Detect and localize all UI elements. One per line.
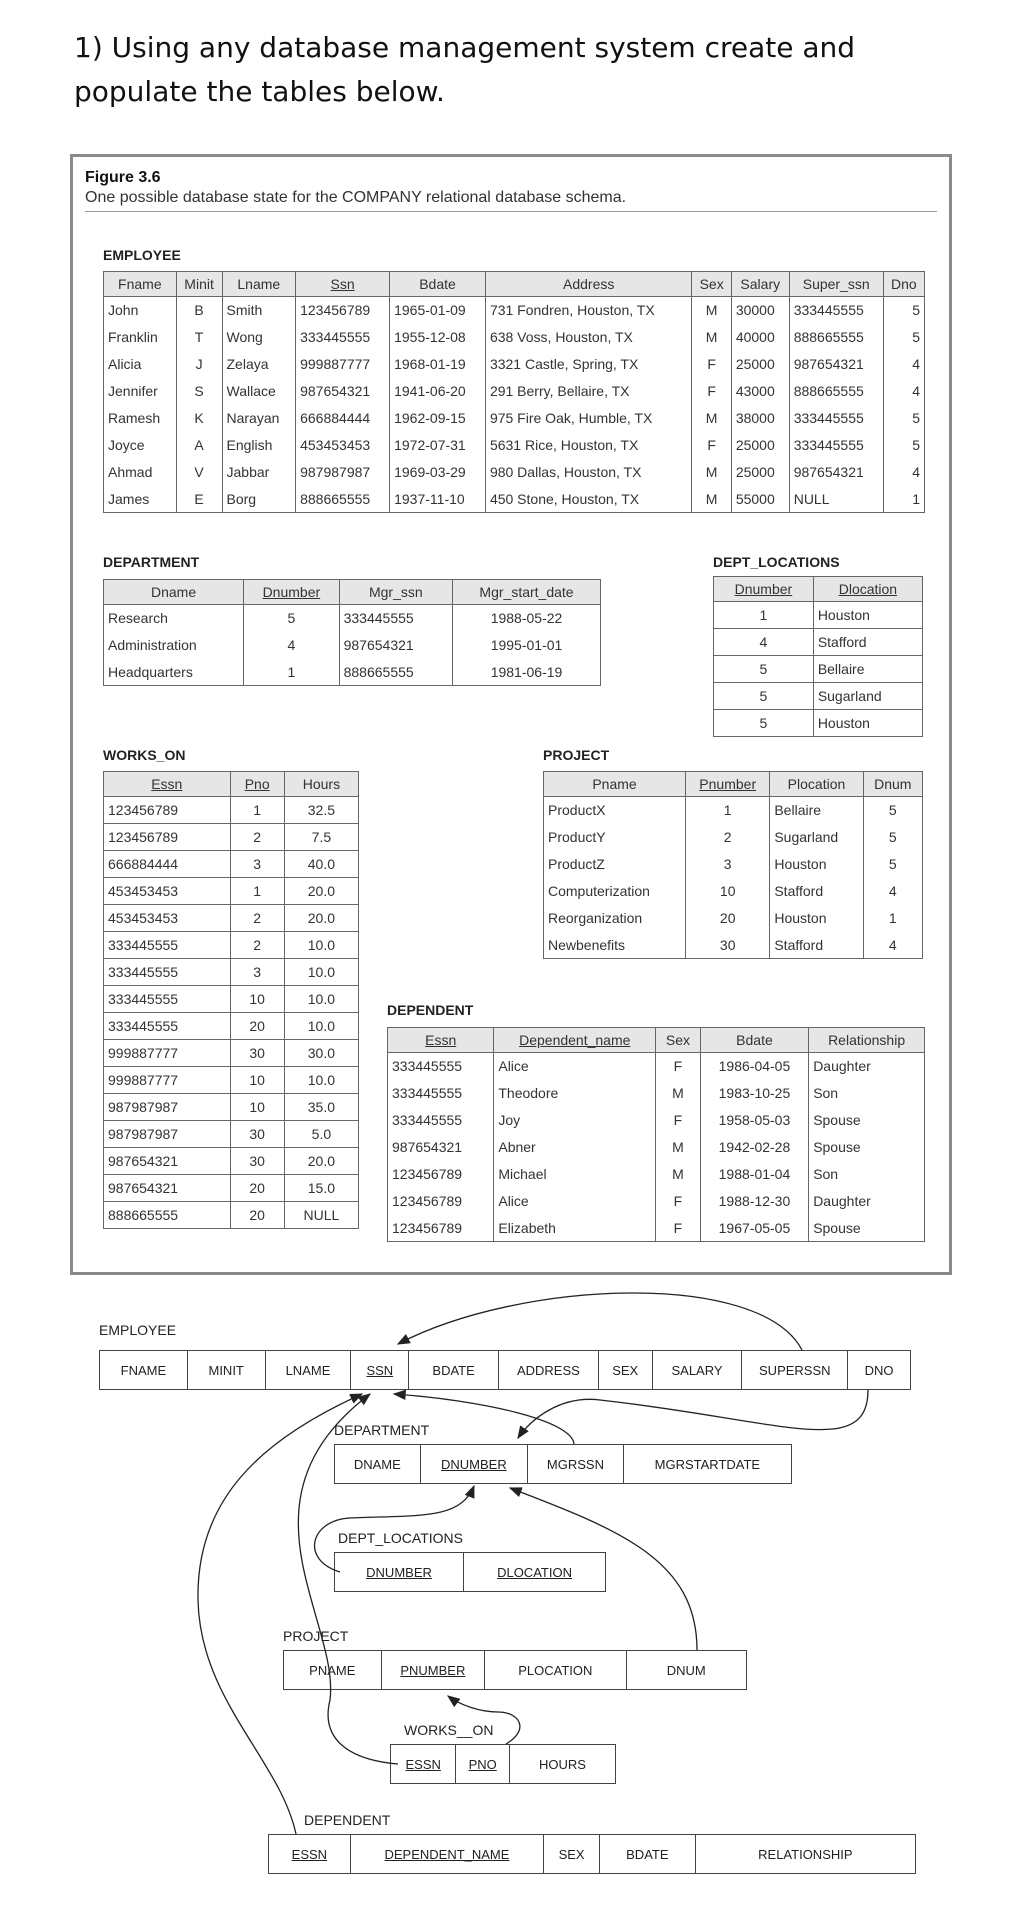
table-cell: 1941-06-20 — [390, 378, 486, 405]
table-cell: 38000 — [731, 405, 789, 432]
col-header: Pnumber — [686, 772, 770, 797]
table-cell: NULL — [284, 1202, 358, 1229]
schema-field: DNAME — [335, 1445, 421, 1483]
fk-dlocnumber-to-dnumber — [315, 1486, 474, 1572]
schema-employee-label: EMPLOYEE — [99, 1322, 177, 1338]
table-cell: 731 Fondren, Houston, TX — [485, 297, 692, 324]
table-cell: 20 — [230, 1013, 284, 1040]
table-cell: 40.0 — [284, 851, 358, 878]
table-cell: 30 — [230, 1040, 284, 1067]
table-cell: 5 — [714, 683, 814, 710]
table-cell: 333445555 — [388, 1107, 494, 1134]
table-cell: 5631 Rice, Houston, TX — [485, 432, 692, 459]
table-cell: 25000 — [731, 432, 789, 459]
table-cell: 10 — [686, 878, 770, 905]
table-cell: 123456789 — [388, 1188, 494, 1215]
table-cell: 638 Voss, Houston, TX — [485, 324, 692, 351]
table-cell: Houston — [770, 851, 863, 878]
table-cell: 5 — [883, 405, 924, 432]
table-cell: 123456789 — [104, 824, 231, 851]
col-header: Sex — [656, 1028, 701, 1053]
schema-project-label: PROJECT — [283, 1628, 349, 1644]
table-cell: 43000 — [731, 378, 789, 405]
table-cell: ProductY — [544, 824, 686, 851]
table-cell: F — [692, 378, 731, 405]
table-cell: Narayan — [222, 405, 296, 432]
table-cell: 987654321 — [339, 632, 452, 659]
table-cell: 30 — [230, 1148, 284, 1175]
fk-pno-to-pnumber — [448, 1696, 520, 1744]
table-cell: 20.0 — [284, 905, 358, 932]
schema-field: ESSN — [391, 1745, 456, 1783]
table-cell: 5.0 — [284, 1121, 358, 1148]
schema-field: SUPERSSN — [742, 1351, 848, 1389]
table-cell: B — [176, 297, 222, 324]
table-cell: Son — [809, 1161, 925, 1188]
table-cell: 333445555 — [296, 324, 390, 351]
table-cell: F — [692, 432, 731, 459]
table-cell: V — [176, 459, 222, 486]
table-cell: 1981-06-19 — [453, 659, 601, 686]
table-cell: Elizabeth — [494, 1215, 656, 1242]
table-cell: 4 — [244, 632, 340, 659]
table-cell: 333445555 — [789, 297, 883, 324]
table-cell: 1972-07-31 — [390, 432, 486, 459]
table-cell: 333445555 — [104, 932, 231, 959]
schema-field: BDATE — [600, 1835, 696, 1873]
table-cell: 4 — [714, 629, 814, 656]
table-cell: Houston — [770, 905, 863, 932]
table-cell: E — [176, 486, 222, 513]
table-cell: 1967-05-05 — [700, 1215, 808, 1242]
table-cell: Sugarland — [813, 683, 922, 710]
table-cell: 1983-10-25 — [700, 1080, 808, 1107]
table-cell: 987987987 — [296, 459, 390, 486]
table-cell: 888665555 — [104, 1202, 231, 1229]
schema-field: PNAME — [284, 1651, 382, 1689]
table-cell: 888665555 — [789, 378, 883, 405]
table-cell: Alice — [494, 1053, 656, 1080]
table-cell: 15.0 — [284, 1175, 358, 1202]
table-cell: 10 — [230, 1094, 284, 1121]
schema-field: FNAME — [100, 1351, 188, 1389]
table-cell: 450 Stone, Houston, TX — [485, 486, 692, 513]
table-cell: Computerization — [544, 878, 686, 905]
table-cell: Joy — [494, 1107, 656, 1134]
table-cell: Jabbar — [222, 459, 296, 486]
table-cell: 980 Dallas, Houston, TX — [485, 459, 692, 486]
table-cell: 1958-05-03 — [700, 1107, 808, 1134]
table-cell: Son — [809, 1080, 925, 1107]
table-cell: 5 — [863, 824, 922, 851]
table-cell: 999887777 — [296, 351, 390, 378]
table-cell: Joyce — [104, 432, 177, 459]
schema-field: PNO — [456, 1745, 510, 1783]
table-cell: K — [176, 405, 222, 432]
col-header: Super_ssn — [789, 272, 883, 297]
col-header: Bdate — [700, 1028, 808, 1053]
table-cell: 3 — [230, 959, 284, 986]
table-cell: M — [656, 1161, 701, 1188]
table-cell: Ahmad — [104, 459, 177, 486]
schema-field: RELATIONSHIP — [758, 1846, 853, 1862]
fk-dno-to-dnumber — [518, 1390, 868, 1438]
table-cell: J — [176, 351, 222, 378]
table-cell: 1 — [686, 797, 770, 824]
table-cell: 7.5 — [284, 824, 358, 851]
table-cell: 20.0 — [284, 1148, 358, 1175]
col-header: Essn — [388, 1028, 494, 1053]
table-cell: 123456789 — [388, 1161, 494, 1188]
table-cell: M — [692, 486, 731, 513]
table-cell: M — [656, 1134, 701, 1161]
table-cell: 1 — [230, 878, 284, 905]
schema-field: SALARY — [653, 1351, 743, 1389]
table-cell: 4 — [883, 378, 924, 405]
table-cell: 1 — [244, 659, 340, 686]
schema-dependent-label: DEPENDENT — [304, 1812, 391, 1828]
table-cell: 30 — [230, 1121, 284, 1148]
table-cell: 453453453 — [104, 905, 231, 932]
col-header: Dnum — [863, 772, 922, 797]
col-header: Mgr_start_date — [453, 580, 601, 605]
table-cell: 30.0 — [284, 1040, 358, 1067]
table-cell: Spouse — [809, 1215, 925, 1242]
table-cell: Abner — [494, 1134, 656, 1161]
schema-field: DEPENDENT_NAME — [351, 1835, 544, 1873]
table-cell: Houston — [813, 602, 922, 629]
table-cell: 2 — [230, 932, 284, 959]
table-cell: T — [176, 324, 222, 351]
col-header: Essn — [104, 772, 231, 797]
table-cell: Wallace — [222, 378, 296, 405]
schema-field: BDATE — [409, 1351, 499, 1389]
table-cell: 999887777 — [104, 1067, 231, 1094]
table-cell: Sugarland — [770, 824, 863, 851]
schema-field: DNUM — [666, 1662, 706, 1678]
table-cell: 1937-11-10 — [390, 486, 486, 513]
table-cell: Headquarters — [104, 659, 244, 686]
fk-dnum-to-dnumber — [510, 1488, 697, 1650]
col-header: Pno — [230, 772, 284, 797]
table-cell: Spouse — [809, 1134, 925, 1161]
schema-field: DNUMBER — [421, 1445, 529, 1483]
table-cell: 333445555 — [339, 605, 452, 632]
schema-field: MGRSSN — [528, 1445, 624, 1483]
table-cell: 10.0 — [284, 986, 358, 1013]
table-cell: ProductX — [544, 797, 686, 824]
table-cell: F — [656, 1053, 701, 1080]
table-cell: 1965-01-09 — [390, 297, 486, 324]
table-cell: M — [692, 459, 731, 486]
table-cell: 5 — [244, 605, 340, 632]
figure-caption: One possible database state for the COMPANY relational database schema. — [85, 189, 627, 206]
figure-title: Figure 3.6 — [85, 169, 161, 186]
table-cell: 888665555 — [339, 659, 452, 686]
dependent-table-label: DEPENDENT — [387, 1002, 474, 1018]
col-header: Dname — [104, 580, 244, 605]
table-cell: 453453453 — [104, 878, 231, 905]
table-cell: Newbenefits — [544, 932, 686, 959]
table-cell: 4 — [863, 878, 922, 905]
table-cell: 1 — [714, 602, 814, 629]
table-cell: Daughter — [809, 1188, 925, 1215]
table-cell: Bellaire — [813, 656, 922, 683]
table-cell: 453453453 — [296, 432, 390, 459]
table-cell: Borg — [222, 486, 296, 513]
table-cell: 975 Fire Oak, Humble, TX — [485, 405, 692, 432]
table-cell: Zelaya — [222, 351, 296, 378]
table-cell: S — [176, 378, 222, 405]
table-cell: John — [104, 297, 177, 324]
table-cell: 123456789 — [388, 1215, 494, 1242]
table-cell: 987987987 — [104, 1094, 231, 1121]
question-text: 1) Using any database management system create and populate the tables below. — [74, 31, 856, 108]
table-cell: 1968-01-19 — [390, 351, 486, 378]
table-cell: 1 — [883, 486, 924, 513]
table-cell: 333445555 — [789, 405, 883, 432]
col-header: Address — [485, 272, 692, 297]
table-cell: James — [104, 486, 177, 513]
col-header: Sex — [692, 272, 731, 297]
table-cell: 123456789 — [296, 297, 390, 324]
schema-field: MGRSTARTDATE — [654, 1456, 761, 1472]
col-header: Dlocation — [813, 577, 922, 602]
schema-field: PNUMBER — [382, 1651, 486, 1689]
col-header: Salary — [731, 272, 789, 297]
table-cell: English — [222, 432, 296, 459]
table-cell: 10.0 — [284, 959, 358, 986]
table-cell: 5 — [863, 797, 922, 824]
table-cell: 2 — [230, 824, 284, 851]
col-header: Pname — [544, 772, 686, 797]
col-header: Relationship — [809, 1028, 925, 1053]
col-header: Mgr_ssn — [339, 580, 452, 605]
table-cell: 333445555 — [388, 1080, 494, 1107]
table-cell: Bellaire — [770, 797, 863, 824]
table-cell: F — [656, 1215, 701, 1242]
table-cell: Alicia — [104, 351, 177, 378]
table-cell: 4 — [883, 459, 924, 486]
table-cell: 333445555 — [104, 959, 231, 986]
table-cell: Spouse — [809, 1107, 925, 1134]
schema-field: ESSN — [269, 1835, 351, 1873]
table-cell: 3 — [686, 851, 770, 878]
table-cell: 1942-02-28 — [700, 1134, 808, 1161]
col-header: Ssn — [296, 272, 390, 297]
col-header: Dnumber — [244, 580, 340, 605]
employee-table-label: EMPLOYEE — [103, 247, 181, 263]
table-cell: ProductZ — [544, 851, 686, 878]
table-cell: 987654321 — [104, 1175, 231, 1202]
table-cell: 1962-09-15 — [390, 405, 486, 432]
table-cell: 20 — [230, 1175, 284, 1202]
col-header: Minit — [176, 272, 222, 297]
col-header: Hours — [284, 772, 358, 797]
table-cell: 20.0 — [284, 878, 358, 905]
table-cell: 5 — [863, 851, 922, 878]
col-header: Dno — [883, 272, 924, 297]
table-cell: 4 — [863, 932, 922, 959]
table-cell: Michael — [494, 1161, 656, 1188]
table-cell: Stafford — [813, 629, 922, 656]
table-cell: 25000 — [731, 351, 789, 378]
fk-superssn-to-ssn — [398, 1293, 802, 1350]
table-cell: 20 — [230, 1202, 284, 1229]
table-cell: Stafford — [770, 878, 863, 905]
table-cell: Jennifer — [104, 378, 177, 405]
table-cell: 987654321 — [789, 351, 883, 378]
schema-field: MINIT — [188, 1351, 266, 1389]
table-cell: F — [656, 1188, 701, 1215]
table-cell: 40000 — [731, 324, 789, 351]
table-cell: 1995-01-01 — [453, 632, 601, 659]
table-cell: 30000 — [731, 297, 789, 324]
table-cell: 123456789 — [104, 797, 231, 824]
dept-locations-table-label: DEPT_LOCATIONS — [713, 554, 840, 570]
table-cell: M — [656, 1080, 701, 1107]
table-cell: A — [176, 432, 222, 459]
col-header: Dependent_name — [494, 1028, 656, 1053]
table-cell: 32.5 — [284, 797, 358, 824]
table-cell: F — [692, 351, 731, 378]
table-cell: 2 — [686, 824, 770, 851]
table-cell: Stafford — [770, 932, 863, 959]
schema-field: LNAME — [266, 1351, 352, 1389]
schema-field: SEX — [544, 1835, 600, 1873]
table-cell: 1988-12-30 — [700, 1188, 808, 1215]
project-table-label: PROJECT — [543, 747, 610, 763]
schema-field: HOURS — [539, 1756, 586, 1772]
table-cell: 987987987 — [104, 1121, 231, 1148]
table-cell: Smith — [222, 297, 296, 324]
table-cell: Research — [104, 605, 244, 632]
table-cell: 20 — [686, 905, 770, 932]
table-cell: 5 — [883, 432, 924, 459]
table-cell: 55000 — [731, 486, 789, 513]
table-cell: 987654321 — [104, 1148, 231, 1175]
table-cell: 333445555 — [104, 1013, 231, 1040]
table-cell: 3321 Castle, Spring, TX — [485, 351, 692, 378]
table-cell: 5 — [883, 324, 924, 351]
schema-dept-locations-label: DEPT_LOCATIONS — [338, 1530, 463, 1546]
table-cell: 5 — [714, 710, 814, 737]
table-cell: 35.0 — [284, 1094, 358, 1121]
works-on-table-label: WORKS_ON — [103, 747, 186, 763]
table-cell: 888665555 — [789, 324, 883, 351]
table-cell: 30 — [686, 932, 770, 959]
table-cell: 333445555 — [388, 1053, 494, 1080]
table-cell: M — [692, 324, 731, 351]
table-cell: Ramesh — [104, 405, 177, 432]
table-cell: 10 — [230, 1067, 284, 1094]
table-cell: 4 — [883, 351, 924, 378]
table-cell: NULL — [789, 486, 883, 513]
schema-field: DNUMBER — [335, 1553, 464, 1591]
table-cell: 666884444 — [296, 405, 390, 432]
table-cell: 10.0 — [284, 1013, 358, 1040]
table-cell: 5 — [883, 297, 924, 324]
table-cell: 291 Berry, Bellaire, TX — [485, 378, 692, 405]
schema-field: SEX — [599, 1351, 653, 1389]
table-cell: 987654321 — [388, 1134, 494, 1161]
fk-essn-dep-to-ssn — [198, 1394, 362, 1834]
table-cell: Theodore — [494, 1080, 656, 1107]
schema-field: DLOCATION — [497, 1564, 572, 1580]
table-cell: M — [692, 405, 731, 432]
table-cell: 10 — [230, 986, 284, 1013]
table-cell: Wong — [222, 324, 296, 351]
table-cell: 10.0 — [284, 1067, 358, 1094]
fk-essn-works-to-ssn — [298, 1394, 398, 1764]
table-cell: Houston — [813, 710, 922, 737]
table-cell: 2 — [230, 905, 284, 932]
table-cell: 1988-05-22 — [453, 605, 601, 632]
table-cell: Daughter — [809, 1053, 925, 1080]
table-cell: Reorganization — [544, 905, 686, 932]
col-header: Fname — [104, 272, 177, 297]
schema-field: PLOCATION — [485, 1651, 626, 1689]
table-cell: 10.0 — [284, 932, 358, 959]
fk-mgrssn-to-ssn — [394, 1394, 574, 1444]
table-cell: 333445555 — [789, 432, 883, 459]
schema-field: ADDRESS — [499, 1351, 599, 1389]
table-cell: Alice — [494, 1188, 656, 1215]
col-header: Bdate — [390, 272, 486, 297]
table-cell: 3 — [230, 851, 284, 878]
table-cell: 5 — [714, 656, 814, 683]
col-header: Plocation — [770, 772, 863, 797]
table-cell: 333445555 — [104, 986, 231, 1013]
table-cell: 888665555 — [296, 486, 390, 513]
table-cell: 25000 — [731, 459, 789, 486]
schema-field: SSN — [351, 1351, 409, 1389]
department-table-label: DEPARTMENT — [103, 554, 200, 570]
table-cell: 1969-03-29 — [390, 459, 486, 486]
table-cell: 1988-01-04 — [700, 1161, 808, 1188]
table-cell: 987654321 — [789, 459, 883, 486]
schema-field: DNO — [864, 1362, 894, 1378]
table-cell: 1 — [863, 905, 922, 932]
table-cell: 1986-04-05 — [700, 1053, 808, 1080]
table-cell: F — [656, 1107, 701, 1134]
table-cell: 1 — [230, 797, 284, 824]
table-cell: 1955-12-08 — [390, 324, 486, 351]
table-cell: 999887777 — [104, 1040, 231, 1067]
schema-department-label: DEPARTMENT — [334, 1422, 430, 1438]
col-header: Dnumber — [714, 577, 814, 602]
schema-works-on-label: WORKS__ON — [404, 1722, 494, 1738]
table-cell: 987654321 — [296, 378, 390, 405]
table-cell: M — [692, 297, 731, 324]
table-cell: Administration — [104, 632, 244, 659]
col-header: Lname — [222, 272, 296, 297]
table-cell: Franklin — [104, 324, 177, 351]
table-cell: 666884444 — [104, 851, 231, 878]
